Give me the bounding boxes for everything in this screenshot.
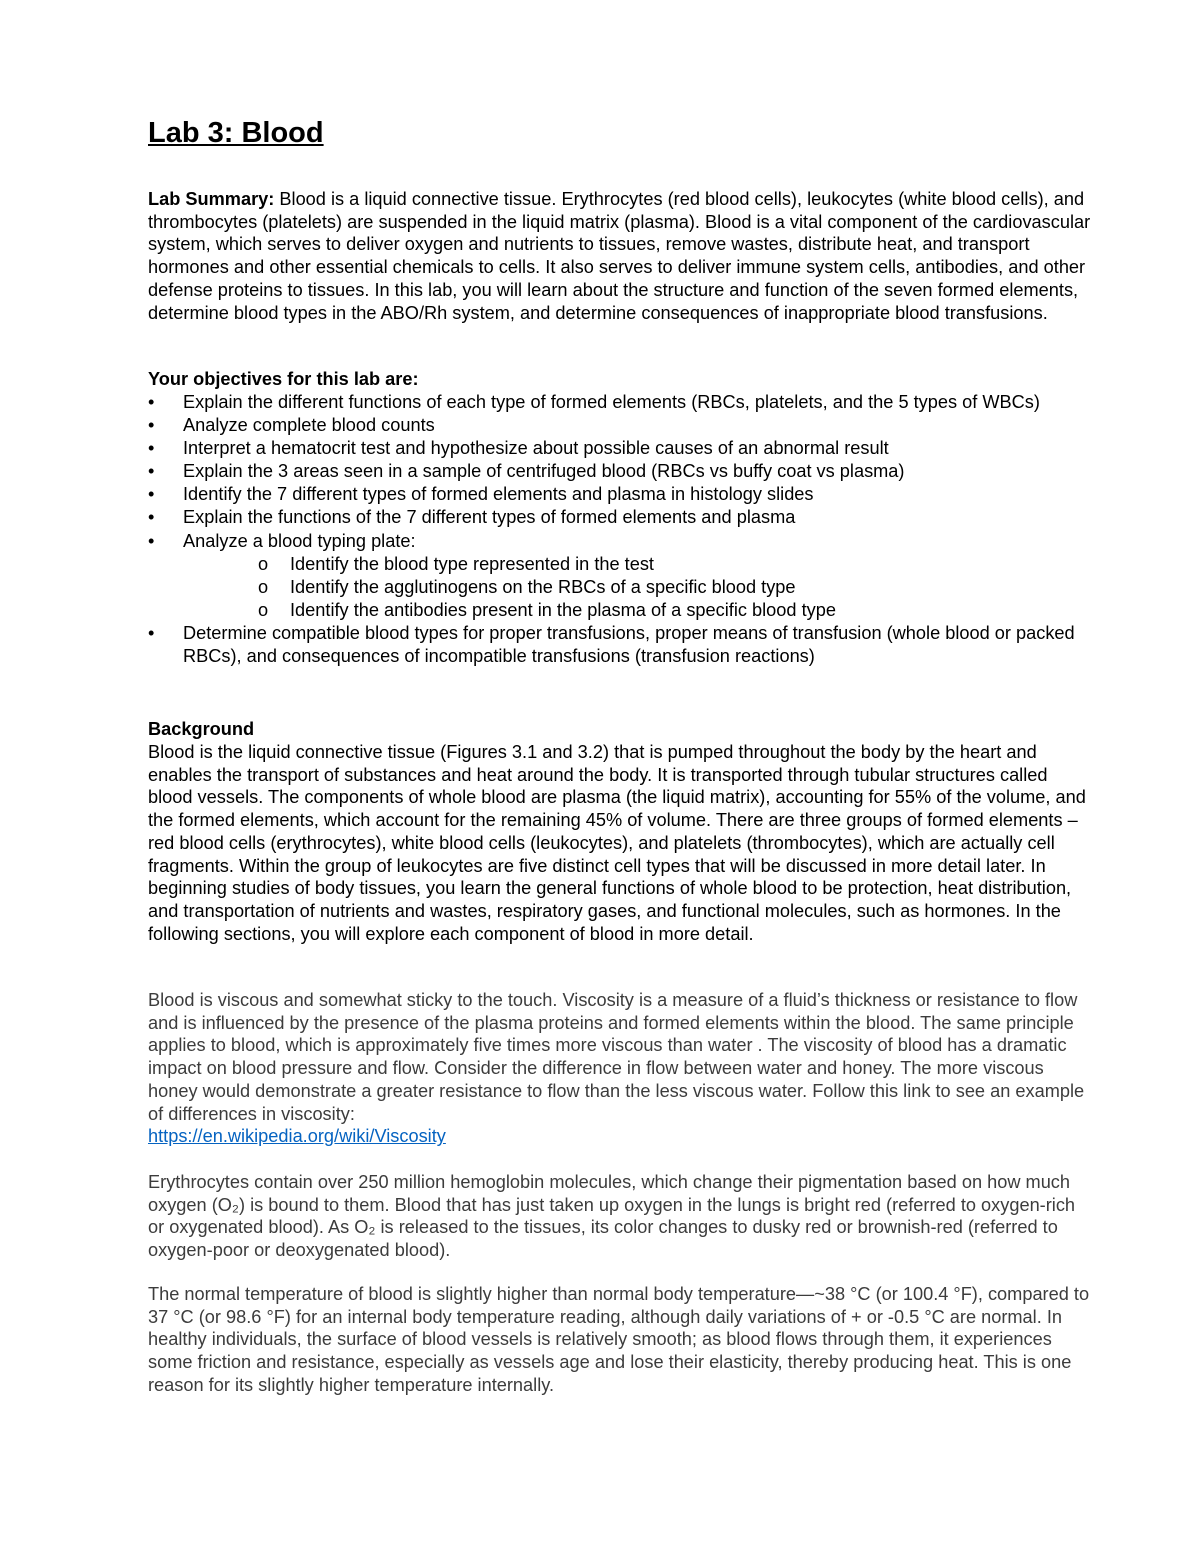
viscosity-text: Blood is viscous and somewhat sticky to the touch. Viscosity is a measure of a fluid’s thickness or resistance to flow and is influenced by the presence of the plasma proteins and formed elements within the blood. The same principle applies to blood, which is approximately five times more viscous than water . The viscosity of blood has a dramatic impact on blood pressure and flow. Consider the difference in flow between water and honey. The more viscous honey would demonstrate a greater resistance to flow than the less viscous water. Follow this link to see an example of differences in viscosity: — [148, 990, 1085, 1124]
lab-summary — [148, 188, 1093, 324]
sub-list-item: o Identify the antibodies present in the plasma of a specific blood type — [183, 599, 1093, 622]
bullet-icon: • — [148, 507, 155, 528]
bullet-icon: • — [148, 622, 155, 643]
bullet-icon: • — [148, 484, 155, 505]
background-paragraph-1: Blood is the liquid connective tissue (Figures 3.1 and 3.2) that is pumped throughout the body by the heart and enables the transport of substances and heat around the body. It is transported through tubular structures called blood vessels. The components of whole blood are plasma (the liquid matrix), accounting for 55% of the volume, and the formed elements, which account for the remaining 45% of volume. There are three groups of formed elements – red blood cells (erythrocytes), white blood cells (leukocytes), and platelets (thrombocytes), which are actually cell fragments. Within the group of leukocytes are five distinct cell types that will be discussed in more detail later. In beginning studies of body tissues, you learn the general functions of whole blood to be protection, heat distribution, and transportation of nutrients and wastes, respiratory gases, and functional molecules, such as hormones. In the following sections, you will explore each component of blood in more detail. — [148, 742, 1086, 944]
list-item: • Analyze complete blood counts — [148, 414, 1093, 437]
bullet-icon: • — [148, 461, 155, 482]
bullet-icon: • — [148, 530, 155, 551]
objectives-list — [148, 391, 1093, 668]
list-item: • Identify the 7 different types of formed elements and plasma in histology slides — [148, 483, 1093, 506]
lab-summary-label: Lab Summary: — [148, 189, 275, 209]
bullet-icon: • — [148, 415, 155, 436]
sub-list-item: o Identify the agglutinogens on the RBCs of a specific blood type — [183, 576, 1093, 599]
background-paragraph-3: Erythrocytes contain over 250 million hemoglobin molecules, which change their pigmentation based on how much oxygen (O₂) is bound to them. Blood that has just taken up oxygen in the lungs is bright red (referred to oxygen-rich or oxygenated blood). As O₂ is released to the tissues, its color changes to dusky red or brownish-red (referred to oxygen-poor or deoxygenated blood). — [148, 1172, 1076, 1261]
circle-bullet-icon: o — [258, 553, 269, 574]
list-item: • Analyze a blood typing plate: o Identify the blood type represented in the test o Identify the agglutinogens on the RBCs of a specific blood type o Identify the antibodies present in the plasma of a specific blood type — [148, 530, 1093, 622]
lab-summary-text: Blood is a liquid connective tissue. Erythrocytes (red blood cells), leukocytes (white blood cells), and thrombocytes (platelets) are suspended in the liquid matrix (plasma). Blood is a vital component of the cardiovascular system, which serves to deliver oxygen and nutrients to tissues, remove wastes, distribute heat, and transport hormones and other essential chemicals to cells. It also serves to deliver immune system cells, antibodies, and other defense proteins to tissues. In this lab, you will learn about the structure and function of the seven formed elements, determine blood types in the ABO/Rh system, and determine consequences of inappropriate blood transfusions. — [148, 189, 1091, 323]
circle-bullet-icon: o — [258, 599, 269, 620]
list-item: • Determine compatible blood types for proper transfusions, proper means of transfusion (whole blood or packed RBCs), and consequences of incompatible transfusions (transfusion reactions) — [148, 622, 1075, 667]
list-item: • Interpret a hematocrit test and hypothesize about possible causes of an abnormal result — [148, 437, 1093, 460]
sub-list — [183, 553, 1093, 622]
circle-bullet-icon: o — [258, 576, 269, 597]
sub-list-item: o Identify the blood type represented in the test — [183, 553, 1093, 576]
viscosity-link[interactable]: https://en.wikipedia.org/wiki/Viscosity — [148, 1126, 446, 1147]
list-item: • Explain the 3 areas seen in a sample of centrifuged blood (RBCs vs buffy coat vs plasma) — [148, 460, 1093, 483]
background-paragraph-2 — [148, 989, 1093, 1148]
bullet-icon: • — [148, 438, 155, 459]
list-item: • Explain the functions of the 7 different types of formed elements and plasma — [148, 506, 1093, 529]
background-heading: Background — [148, 719, 255, 739]
bullet-icon: • — [148, 392, 155, 412]
page-title: Lab 3: Blood — [148, 117, 324, 149]
list-item: • Explain the different functions of each type of formed elements (RBCs, platelets, and the 5 types of WBCs) — [148, 391, 1093, 414]
background-paragraph-4: The normal temperature of blood is slightly higher than normal body temperature—~38 °C (or 100.4 °F), compared to 37 °C (or 98.6 °F) for an internal body temperature reading, although daily variations of + or -0.5 °C are normal. In healthy individuals, the surface of blood vessels is relatively smooth; as blood flows through them, it experiences some friction and resistance, especially as vessels age and lose their elasticity, thereby producing heat. This is one reason for its slightly higher temperature internally. — [148, 1284, 1090, 1395]
objectives-heading: Your objectives for this lab are: — [148, 369, 419, 389]
